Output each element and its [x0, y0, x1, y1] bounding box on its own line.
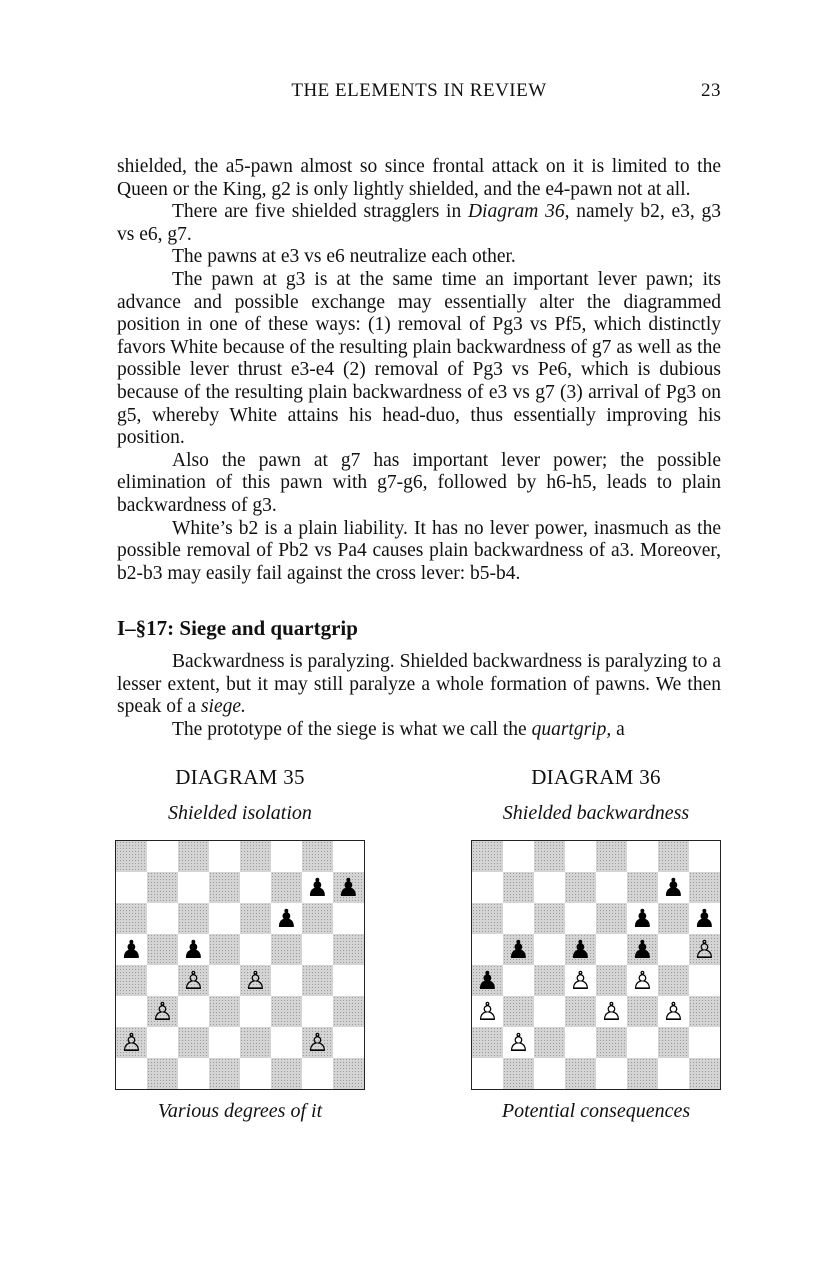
square-h1	[333, 1058, 364, 1089]
square-g2	[658, 1027, 689, 1058]
square-g1	[658, 1058, 689, 1089]
square-b4	[503, 965, 534, 996]
square-e6	[596, 903, 627, 934]
square-c5	[178, 934, 209, 965]
square-h8	[689, 841, 720, 872]
square-c4	[178, 965, 209, 996]
body-text-bottom	[117, 651, 721, 741]
diagram-title: DIAGRAM 36	[531, 765, 661, 789]
square-b6	[503, 903, 534, 934]
square-c7	[534, 872, 565, 903]
body-text-top	[117, 156, 721, 585]
square-d2	[565, 1027, 596, 1058]
square-h7	[333, 872, 364, 903]
square-d5	[209, 934, 240, 965]
square-c8	[534, 841, 565, 872]
black-pawn-icon: ♟	[120, 935, 143, 964]
square-g7	[658, 872, 689, 903]
diagram-caption: Various degrees of it	[157, 1100, 323, 1122]
white-pawn-icon: ♙	[569, 966, 592, 995]
square-f5	[627, 934, 658, 965]
text-run: The pawn at g3 is at the same time an important lever pawn; its advance and possible exchange may essentially alter the diagrammed position in one of these ways: (1) removal of Pg3 vs Pf5, which distinctly favors White because of the resulting plain backwardness of g7 as well as the possible lever thrust e3-e4 (2) removal of Pg3 vs Pe6, which is dubious because of the resulting plain backwardness of e3 vs g7 (3) arrival of Pg3 on g5, whereby White attains his head-duo, thus essentially improving his position.	[117, 268, 721, 449]
white-pawn-icon: ♙	[182, 966, 205, 995]
square-b2	[503, 1027, 534, 1058]
square-h5	[689, 934, 720, 965]
square-d8	[565, 841, 596, 872]
square-b1	[503, 1058, 534, 1089]
black-pawn-icon: ♟	[631, 904, 654, 933]
text-run: White’s b2 is a plain liability. It has no lever power, inasmuch as the possible removal of Pb2 vs Pa4 causes plain backwardness of a3. Moreover, b2-b3 may easily fail against the cross lever: b5-b4.	[117, 517, 721, 584]
paragraph	[117, 651, 721, 719]
square-g3	[658, 996, 689, 1027]
square-a2	[116, 1027, 147, 1058]
square-c4	[534, 965, 565, 996]
square-f2	[627, 1027, 658, 1058]
black-pawn-icon: ♟	[476, 966, 499, 995]
square-c2	[534, 1027, 565, 1058]
square-a4	[472, 965, 503, 996]
white-pawn-icon: ♙	[306, 1028, 329, 1057]
square-d3	[565, 996, 596, 1027]
square-g6	[658, 903, 689, 934]
square-a3	[116, 996, 147, 1027]
text-run: Also the pawn at g7 has important lever power; the possible elimination of this pawn with g7-g6, followed by h6-h5, leads to plain backwardness of g3.	[117, 449, 721, 516]
square-b2	[147, 1027, 178, 1058]
square-e7	[240, 872, 271, 903]
diagram-35-figure	[110, 762, 370, 1123]
running-header	[117, 80, 721, 108]
black-pawn-icon: ♟	[631, 935, 654, 964]
paragraph	[117, 201, 721, 246]
square-h6	[689, 903, 720, 934]
black-pawn-icon: ♟	[662, 873, 685, 902]
diagram-caption: Potential consequences	[501, 1100, 691, 1122]
square-h7	[689, 872, 720, 903]
diagram-36-figure	[466, 762, 726, 1123]
square-f8	[627, 841, 658, 872]
square-h4	[689, 965, 720, 996]
square-b8	[147, 841, 178, 872]
square-d5	[565, 934, 596, 965]
square-c6	[534, 903, 565, 934]
square-c6	[178, 903, 209, 934]
square-d1	[565, 1058, 596, 1089]
square-b5	[147, 934, 178, 965]
square-b7	[503, 872, 534, 903]
square-d7	[565, 872, 596, 903]
square-b8	[503, 841, 534, 872]
square-f1	[627, 1058, 658, 1089]
text-run: The pawns at e3 vs e6 neutralize each other.	[172, 246, 516, 268]
square-g4	[302, 965, 333, 996]
square-a5	[472, 934, 503, 965]
white-pawn-icon: ♙	[476, 997, 499, 1026]
square-e3	[596, 996, 627, 1027]
square-e8	[240, 841, 271, 872]
square-e7	[596, 872, 627, 903]
square-e6	[240, 903, 271, 934]
square-e5	[240, 934, 271, 965]
square-a2	[472, 1027, 503, 1058]
square-b6	[147, 903, 178, 934]
paragraph	[117, 156, 721, 201]
white-pawn-icon: ♙	[693, 935, 716, 964]
square-g7	[302, 872, 333, 903]
black-pawn-icon: ♟	[275, 904, 298, 933]
diagram-title: DIAGRAM 35	[175, 765, 305, 789]
white-pawn-icon: ♙	[244, 966, 267, 995]
square-b7	[147, 872, 178, 903]
text-run: a	[611, 718, 625, 740]
square-e4	[240, 965, 271, 996]
white-pawn-icon: ♙	[631, 966, 654, 995]
running-title: THE ELEMENTS IN REVIEW	[291, 80, 547, 101]
square-f6	[271, 903, 302, 934]
square-e1	[596, 1058, 627, 1089]
square-d6	[565, 903, 596, 934]
square-f4	[271, 965, 302, 996]
square-f6	[627, 903, 658, 934]
square-f4	[627, 965, 658, 996]
paragraph	[117, 518, 721, 586]
emphasis-text: quartgrip,	[531, 718, 612, 740]
chessboard	[471, 840, 721, 1090]
black-pawn-icon: ♟	[337, 873, 360, 902]
square-f7	[627, 872, 658, 903]
white-pawn-icon: ♙	[600, 997, 623, 1026]
square-c5	[534, 934, 565, 965]
white-pawn-icon: ♙	[662, 997, 685, 1026]
square-a6	[116, 903, 147, 934]
square-g5	[658, 934, 689, 965]
square-d1	[209, 1058, 240, 1089]
square-b1	[147, 1058, 178, 1089]
square-b5	[503, 934, 534, 965]
square-f1	[271, 1058, 302, 1089]
square-a5	[116, 934, 147, 965]
white-pawn-icon: ♙	[507, 1028, 530, 1057]
black-pawn-icon: ♟	[693, 904, 716, 933]
square-h3	[333, 996, 364, 1027]
page-number: 23	[701, 80, 721, 101]
paragraph	[117, 246, 721, 269]
square-d4	[565, 965, 596, 996]
square-f7	[271, 872, 302, 903]
square-b3	[147, 996, 178, 1027]
square-e2	[596, 1027, 627, 1058]
square-d3	[209, 996, 240, 1027]
text-run: Backwardness is paralyzing. Shielded backwardness is paralyzing to a lesser extent, but it may still paralyze a whole formation of pawns. We then speak of a	[117, 651, 721, 718]
square-g8	[658, 841, 689, 872]
square-h4	[333, 965, 364, 996]
square-d8	[209, 841, 240, 872]
square-a7	[116, 872, 147, 903]
diagram-subtitle: Shielded isolation	[168, 802, 312, 824]
emphasis-text: Diagram 36,	[467, 201, 570, 223]
square-h2	[689, 1027, 720, 1058]
square-c1	[534, 1058, 565, 1089]
chessboard	[115, 840, 365, 1090]
square-c3	[178, 996, 209, 1027]
section-heading: I–§17: Siege and quartgrip	[117, 616, 358, 640]
square-h2	[333, 1027, 364, 1058]
square-h5	[333, 934, 364, 965]
square-e1	[240, 1058, 271, 1089]
square-d4	[209, 965, 240, 996]
square-e3	[240, 996, 271, 1027]
square-c8	[178, 841, 209, 872]
square-e8	[596, 841, 627, 872]
square-c2	[178, 1027, 209, 1058]
square-a1	[472, 1058, 503, 1089]
paragraph	[117, 269, 721, 450]
square-a8	[472, 841, 503, 872]
text-run: There are five shielded stragglers in	[172, 201, 468, 223]
square-d2	[209, 1027, 240, 1058]
square-g5	[302, 934, 333, 965]
square-e5	[596, 934, 627, 965]
square-h6	[333, 903, 364, 934]
diagram-subtitle: Shielded backwardness	[502, 802, 690, 824]
square-d6	[209, 903, 240, 934]
square-d7	[209, 872, 240, 903]
square-f2	[271, 1027, 302, 1058]
white-pawn-icon: ♙	[120, 1028, 143, 1057]
square-c3	[534, 996, 565, 1027]
square-a1	[116, 1058, 147, 1089]
square-a3	[472, 996, 503, 1027]
square-h1	[689, 1058, 720, 1089]
text-run: namely b2, e3, g3 vs e6, g7.	[117, 201, 721, 245]
square-c7	[178, 872, 209, 903]
square-e4	[596, 965, 627, 996]
square-a4	[116, 965, 147, 996]
square-b4	[147, 965, 178, 996]
square-a6	[472, 903, 503, 934]
square-f3	[627, 996, 658, 1027]
square-g8	[302, 841, 333, 872]
square-g1	[302, 1058, 333, 1089]
text-run: shielded, the a5-pawn almost so since frontal attack on it is limited to the Queen or the King, g2 is only lightly shielded, and the e4-pawn not at all.	[117, 156, 721, 200]
square-f5	[271, 934, 302, 965]
paragraph	[117, 719, 721, 742]
black-pawn-icon: ♟	[182, 935, 205, 964]
paragraph	[117, 450, 721, 518]
square-g6	[302, 903, 333, 934]
square-h8	[333, 841, 364, 872]
square-b3	[503, 996, 534, 1027]
square-h3	[689, 996, 720, 1027]
square-g2	[302, 1027, 333, 1058]
black-pawn-icon: ♟	[306, 873, 329, 902]
square-e2	[240, 1027, 271, 1058]
text-run: The prototype of the siege is what we call the	[172, 718, 532, 740]
square-c1	[178, 1058, 209, 1089]
square-g3	[302, 996, 333, 1027]
square-g4	[658, 965, 689, 996]
emphasis-text: siege.	[200, 696, 246, 718]
black-pawn-icon: ♟	[569, 935, 592, 964]
black-pawn-icon: ♟	[507, 935, 530, 964]
square-f3	[271, 996, 302, 1027]
square-f8	[271, 841, 302, 872]
square-a8	[116, 841, 147, 872]
white-pawn-icon: ♙	[151, 997, 174, 1026]
square-a7	[472, 872, 503, 903]
